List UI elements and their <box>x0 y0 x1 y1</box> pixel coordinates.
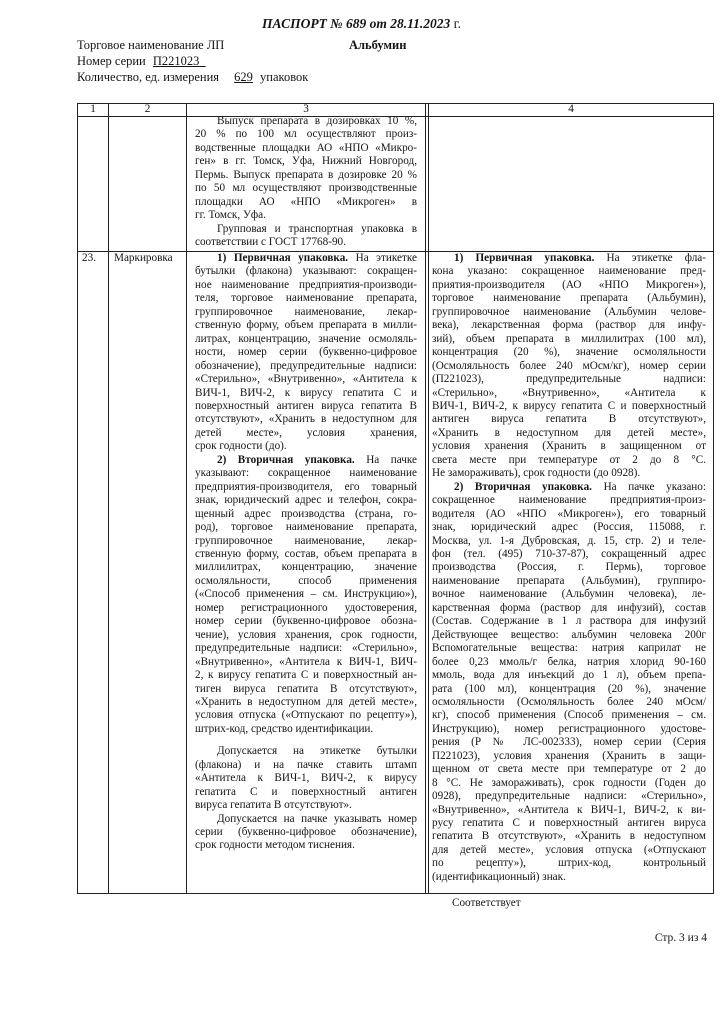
text-line: наименование препарата (Альбумин), группиро- <box>432 574 706 587</box>
text-line: чение), условия хранения, срок годности, <box>195 628 417 641</box>
text-line: тиген вируса гепатита В отсутствуют», <box>195 682 417 695</box>
table-header-col1: 1 <box>90 103 96 115</box>
text-line: (Состав. Содержание в 1 л раствора для инфузий <box>432 615 706 628</box>
text-line: ВИЧ-1, ВИЧ-2, к вирусу гепатита С и поверхностный <box>432 399 706 412</box>
text-line: ммоль, вода для инъекций до 1 л), объем препа- <box>432 669 706 682</box>
text-line: 1) Первичная упаковка. На этикетке <box>217 252 417 264</box>
text-line: вочное наименование (Альбумин человека), ле- <box>432 588 706 601</box>
text-line: группировочное наименование, лекар- <box>195 534 417 547</box>
text-line: указывают: сокращенное наименование <box>195 467 417 480</box>
text-line: антиген вируса гепатита В отсутствуют», <box>432 413 706 426</box>
text-line: штрих-код, средство идентификации. <box>195 722 374 735</box>
text-line: условия отпуска («Отпускают по рецепту»), <box>195 709 417 722</box>
text-line: поверхностный антиген вируса гепатита В <box>195 399 417 412</box>
text-line: торговое наименование препарата (Альбумин), <box>432 292 706 305</box>
text-line: «Внутривенно», «Антитела к ВИЧ-1, ВИЧ-2, к ви- <box>432 803 706 816</box>
text-line: («Способ применения – см. Инструкцию»), <box>195 588 417 601</box>
text-line: обозначение), предупредительные надписи: <box>195 359 417 372</box>
text-line: номер регистрационного удостоверения, <box>195 601 417 614</box>
text-line: Москва, ул. 1-я Дубровская, д. 15, стр. 2) и теле- <box>432 534 706 547</box>
row22-col3-text <box>195 115 417 250</box>
text-line: группировочное наименование, лекар- <box>195 305 417 318</box>
trade-name-row <box>77 38 407 53</box>
text-line: 1) Первичная упаковка. На этикетке фла- <box>454 252 706 264</box>
text-line: гг. Томск, Уфа. <box>195 209 266 222</box>
text-line: предупредительные надписи: «Стерильно», <box>195 642 417 655</box>
text-line: детей месте», условия хранения, <box>195 426 417 439</box>
text-line: по 50 мл осуществляют производственные <box>195 182 417 195</box>
text-line: кг), способ применения (Способ применения – см. <box>432 709 706 722</box>
text-line: 8 °С. Не замораживать), срок годности (Годен до <box>432 776 706 789</box>
text-line: род), торговое наименование препарата, <box>195 521 417 534</box>
text-line: для детей месте», условия отпуска («Отпускают <box>432 843 706 856</box>
text-line: «Хранить в недоступном для детей месте», <box>432 426 706 439</box>
text-line: 2) Вторичная упаковка. На пачке <box>217 453 417 466</box>
text-line: осмоляльности (Осмоляльность более 240 мОсм/ <box>432 695 706 708</box>
text-line: ственную форму, объем препарата в милли- <box>195 319 417 332</box>
text-line: срок годности (до). <box>195 440 287 453</box>
table-header-col2: 2 <box>144 103 151 115</box>
text-line: Действующее вещество: альбумин человека 200г <box>432 628 706 641</box>
text-line: водителя (АО «НПО «Микроген»), его товарный <box>432 507 706 520</box>
text-line: «Стерильно», «Внутривенно», «Антитела к <box>432 386 706 399</box>
text-line: знак, юридический адрес (Россия, 115088, г. <box>432 521 706 534</box>
text-line: «Внутривенно», «Антитела к ВИЧ-1, ВИЧ- <box>195 655 417 668</box>
quantity-row <box>77 70 308 85</box>
text-line: 0928), предупредительные надписи: «Стерильно», <box>432 790 706 803</box>
trade-name-value: Альбумин <box>349 38 407 52</box>
text-line: площадки АО «НПО «Микроген» в <box>195 195 417 208</box>
text-line: Вспомогательные вещества: натрия каприлат не <box>432 642 706 655</box>
text-line: (П221023), предупредительные надписи: <box>432 373 706 386</box>
text-line: Пермь. Выпуск препарата в дозировке 20 % <box>195 168 417 181</box>
text-line: сокращенное наименование предприятия-произ- <box>432 494 706 507</box>
text-line: (Осмоляльность более 240 мОсм/кг), номер серии <box>432 359 706 372</box>
text-line: соответствии с ГОСТ 17768-90. <box>195 236 346 249</box>
trade-name-label: Торговое наименование ЛП <box>77 38 225 52</box>
row23-name: Маркировка <box>114 252 173 264</box>
text-line: русу гепатита С и поверхностный антиген вируса <box>432 817 706 830</box>
text-line: века), лекарственная форма (раствор для инфу- <box>432 319 706 332</box>
document-title: ПАСПОРТ № 689 от 28.11.2023 г. <box>261 16 462 31</box>
text-line: «Антитела к ВИЧ-1, ВИЧ-2, к вирусу <box>195 772 417 785</box>
table-header-col4: 4 <box>568 103 574 115</box>
text-line: гепатита С и поверхностный антиген <box>195 785 417 798</box>
text-line: вируса гепатита В отсутствуют». <box>195 799 352 812</box>
text-line: производства (Россия, г. Пермь), торговое <box>432 561 706 574</box>
text-line: щенном от света месте при температуре от 2 до <box>432 763 706 776</box>
text-line: бутылки (флакона) указывают: сокращен- <box>195 265 417 278</box>
text-line: «Хранить в недоступном для детей месте», <box>195 695 417 708</box>
text-line: Групповая и транспортная упаковка в <box>217 222 417 235</box>
text-line: Инструкцию), номер регистрационного удостове- <box>432 722 706 735</box>
series-label: Номер серии <box>77 54 146 68</box>
text-line: приятия-производителя (АО «НПО Микроген»), <box>432 278 706 291</box>
text-line: зий), объем препарата в миллилитрах (100 мл), <box>432 332 706 345</box>
text-line: 2, к вирусу гепатита С и поверхностный ан- <box>195 669 417 682</box>
text-line: литрах, концентрацию, значение осмоляль- <box>195 332 417 345</box>
text-line: «Стерильно», «Внутривенно», «Антитела к <box>195 373 417 386</box>
text-line: условия хранения (Хранить в защищенном от <box>432 440 706 453</box>
text-line: ственную форму, состав, объем препарата в <box>195 547 417 560</box>
text-line: щенный адрес производства (страна, го- <box>195 507 417 520</box>
text-line: Допускается на пачке указывать номер <box>217 812 417 825</box>
text-line: ности, номер серии (буквенно-цифровое <box>195 346 417 359</box>
text-line: знак, юридический адрес и телефон, сокра- <box>195 494 417 507</box>
text-line: осмоляльности, способ применения <box>195 574 417 587</box>
text-line: (флакона) и на пачке ставить штамп <box>195 758 417 771</box>
text-line: 2) Вторичная упаковка. На пачке указано: <box>454 480 706 493</box>
text-line: водственные площадки АО «НПО «Микро- <box>195 141 417 154</box>
verdict-text: Соответствует <box>452 897 521 910</box>
text-line: гепатита В отсутствуют», «Хранить в недоступном <box>432 830 706 843</box>
text-line: ВИЧ-1, ВИЧ-2, к вирусу гепатита С и <box>195 386 417 399</box>
text-line: света месте при температуре от 2 до 8 °С. <box>432 453 706 466</box>
text-line: отсутствуют», «Хранить в недоступном для <box>195 413 417 426</box>
row23-col3-text <box>195 252 417 853</box>
text-line: группировочное наименование (Альбумин челове- <box>432 305 706 318</box>
text-line: по рецепту»), штрих-код, контрольный <box>432 857 706 870</box>
quantity-unit: упаковок <box>260 70 309 84</box>
text-line: предприятия-производителя, его товарный <box>195 480 417 493</box>
text-line: П221023), условия хранения (Хранить в защи- <box>432 749 706 762</box>
table-header-col3: 3 <box>303 103 309 115</box>
page-number: Стр. 3 из 4 <box>654 932 707 944</box>
text-line: карственная форма (раствор для инфузий), состав <box>432 601 706 614</box>
text-line: серии (буквенно-цифровое обозначение), <box>195 826 417 839</box>
text-line: рата (100 мл), концентрация (20 %), значение <box>432 682 706 695</box>
text-line: 20 % по 100 мл осуществляют произ- <box>195 128 417 141</box>
text-line: Не замораживать), срок годности (до 0928). <box>432 467 641 480</box>
text-line: кона указано: сокращенное наименование пред- <box>432 265 706 278</box>
quantity-label: Количество, ед. измерения <box>77 70 220 84</box>
row23-number: 23. <box>82 252 96 264</box>
text-line: номер серии (буквенно-цифровое обозна- <box>195 615 417 628</box>
text-line: рения (Р № ЛС-002333), номер серии (Серия <box>432 736 706 749</box>
text-line: срок годности методом тиснения. <box>195 839 355 852</box>
text-line: ное наименование предприятия-производи- <box>195 278 417 291</box>
text-line: (идентификационный) знак. <box>432 870 566 883</box>
series-row <box>77 54 206 69</box>
quantity-value: 629 <box>234 70 253 84</box>
text-line: ген» в гг. Томск, Уфа, Нижний Новгород, <box>195 155 417 168</box>
row23-col4-text <box>432 252 706 911</box>
text-line: Допускается на этикетке бутылки <box>217 745 417 758</box>
text-line: концентрация (20 %), значение осмоляльности <box>432 346 706 359</box>
series-value: П221023 <box>152 54 200 68</box>
text-line: более 0,23 ммоль/г белка, натрия хлорид 90-160 <box>432 655 706 668</box>
text-line: теля, торговое наименование препарата, <box>195 292 417 305</box>
text-line: фон (тел. (495) 710-37-87), сокращенный адрес <box>432 547 706 560</box>
text-line: Выпуск препарата в дозировках 10 %, <box>217 115 417 127</box>
text-line: миллилитрах, концентрацию, значение <box>195 561 417 574</box>
